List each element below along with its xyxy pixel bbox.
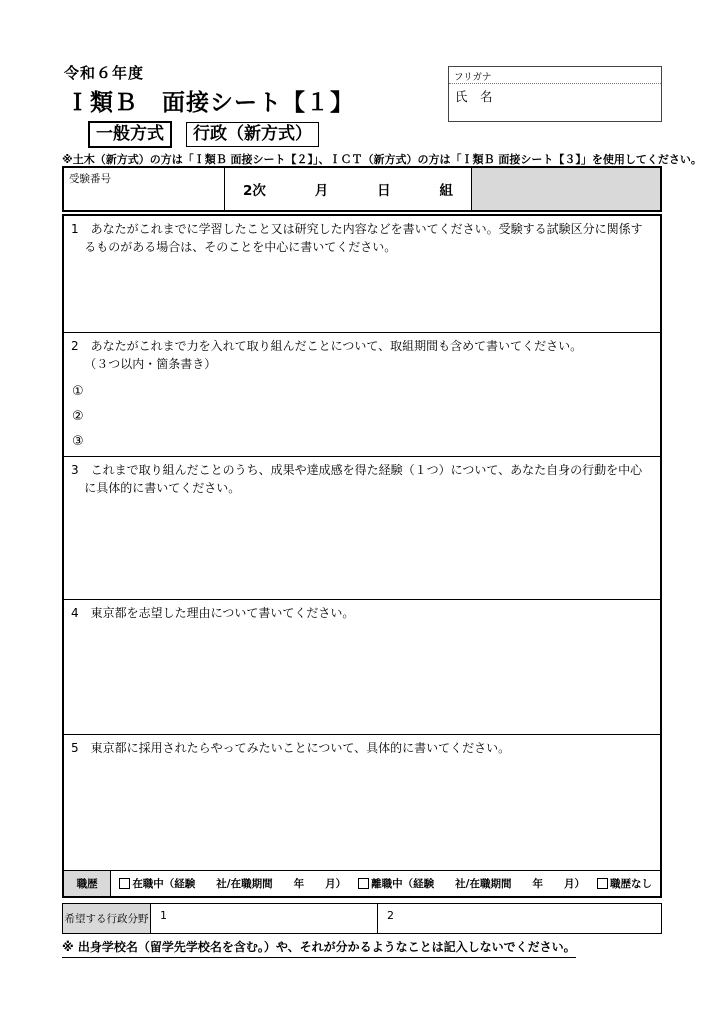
no-history-checkbox[interactable]: [597, 878, 608, 889]
left-service-label: 離職中（経験 社/在職期間 年 月）: [371, 878, 585, 890]
section-1-question: 1 あなたがこれまでに学習したこと又は研究した内容などを書いてください。受験する試験区分に関係するものがある場合は、そのことを中心に書いてください。: [71, 222, 643, 254]
section-4-question: 4 東京都を志望した理由について書いてください。: [71, 606, 355, 620]
work-history-label: 職歴: [64, 871, 111, 896]
method-badges: [88, 121, 319, 148]
office-use-shaded-cell: [472, 168, 660, 210]
no-history-label: 職歴なし: [610, 878, 652, 890]
desired-field-2[interactable]: 2: [387, 909, 394, 922]
exam-number-field[interactable]: 受験番号: [64, 168, 225, 210]
desired-field-label: 希望する行政分野: [63, 904, 151, 933]
left-service-option: [358, 876, 585, 891]
exam-header-table: [62, 166, 662, 212]
section-3-question: 3 これまで取り組んだことのうち、成果や達成感を得た経験（１つ）について、あなた自身の行動を中心に具体的に書いてください。: [71, 463, 643, 495]
section-3-answer-area[interactable]: [71, 497, 653, 595]
section-4: [64, 599, 660, 734]
in-service-checkbox[interactable]: [119, 878, 130, 889]
work-history-row: [64, 870, 660, 896]
usage-note: ※土木（新方式）の方は「Ｉ類Ｂ 面接シート【２】」、ＩＣＴ（新方式）の方は「Ｉ類Ｂ 面接シート【３】」を使用してください。: [62, 153, 702, 166]
section-5-answer-area[interactable]: [71, 757, 653, 866]
bullet-3-marker[interactable]: ③: [72, 434, 84, 449]
section-5: [64, 734, 660, 870]
section-2-subnote: （３つ以内・箇条書き）: [84, 357, 217, 371]
section-4-answer-area[interactable]: [71, 622, 653, 730]
work-history-options: [111, 871, 660, 896]
bullet-2-marker[interactable]: ②: [72, 409, 84, 424]
left-service-checkbox[interactable]: [358, 878, 369, 889]
questions-table: [62, 214, 662, 898]
no-history-option: [597, 876, 652, 891]
section-1: [64, 216, 660, 332]
section-5-question: 5 東京都に採用されたらやってみたいことについて、具体的に書いてください。: [71, 741, 511, 755]
badge-general-method: 一般方式: [88, 121, 172, 148]
footer-note: ※ 出身学校名（留学先学校名を含む。）や、それが分かるようなことは記入しないでください。: [62, 938, 576, 958]
section-3: [64, 456, 660, 599]
desired-field-table: [62, 903, 662, 934]
exam-session-label: 2次: [243, 183, 266, 199]
name-field[interactable]: 氏 名: [455, 89, 493, 104]
month-label: 月: [314, 183, 329, 199]
group-label: 組: [439, 183, 453, 199]
fiscal-year: 令和６年度: [64, 64, 145, 82]
name-box: [448, 66, 662, 122]
desired-field-1[interactable]: 1: [151, 904, 378, 933]
in-service-option: [119, 876, 346, 891]
exam-date-cell[interactable]: [225, 168, 472, 210]
day-label: 日: [377, 183, 391, 199]
section-1-answer-area[interactable]: [71, 256, 653, 328]
badge-category-admin: 行政（新方式）: [186, 122, 319, 147]
bullet-1-marker[interactable]: ①: [72, 384, 84, 399]
furigana-field[interactable]: フリガナ: [449, 67, 661, 84]
page-title: Ｉ類Ｂ 面接シート【１】: [66, 90, 354, 116]
section-2: [64, 332, 660, 456]
section-2-question: 2 あなたがこれまで力を入れて取り組んだことについて、取組期間も含めて書いてください。: [71, 339, 583, 353]
in-service-label: 在職中（経験 社/在職期間 年 月）: [132, 878, 347, 890]
